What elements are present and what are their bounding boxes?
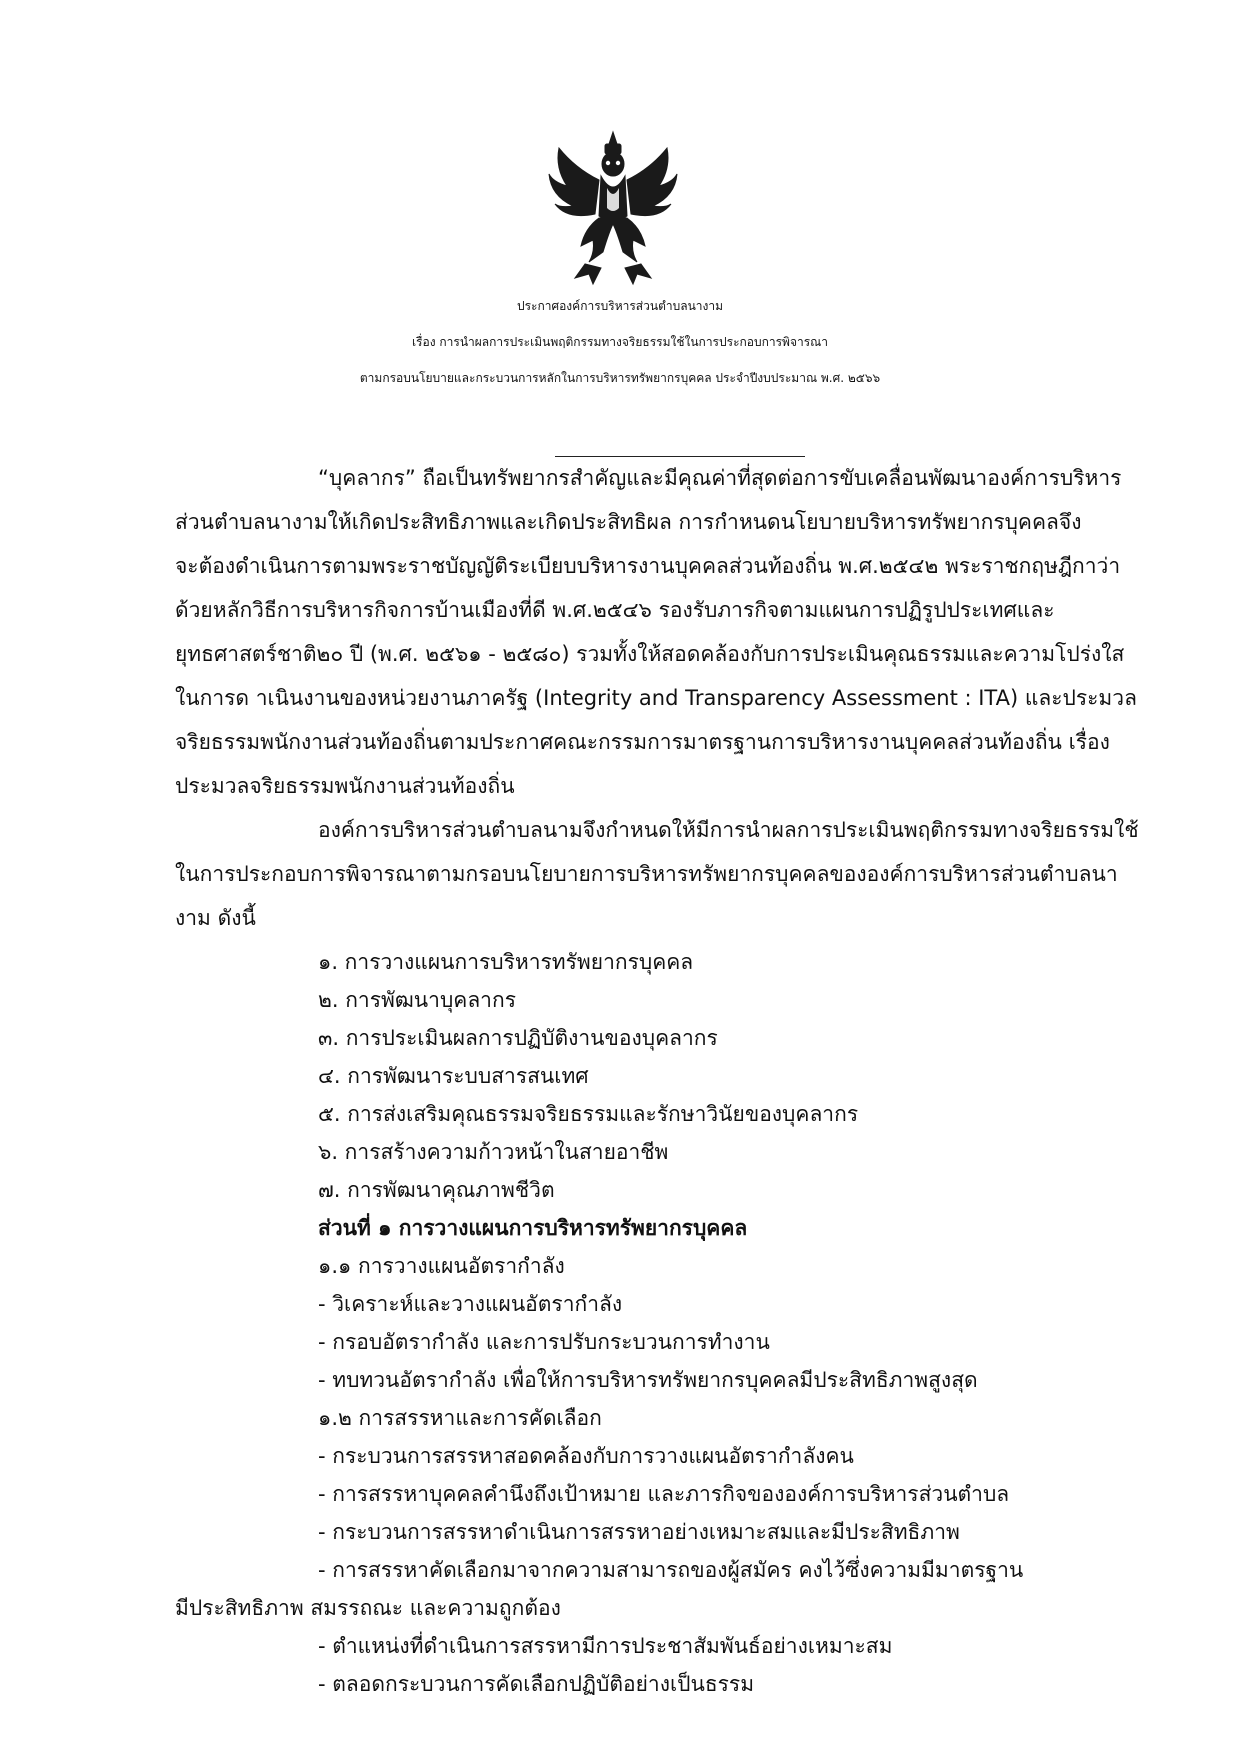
subsection-1-2-item: - ตำแหน่งที่ดำเนินการสรรหามีการประชาสัมพันธ์อย่างเหมาะสม bbox=[318, 1634, 893, 1658]
subsection-1-1-item: - วิเคราะห์และวางแผนอัตรากำลัง bbox=[318, 1292, 623, 1316]
announcement-subject: เรื่อง การนำผลการประเมินพฤติกรรมทางจริยธรรมใช้ในการประกอบการพิจารณา bbox=[411, 335, 829, 349]
policy-item: ๔. การพัฒนาระบบสารสนเทศ bbox=[318, 1064, 589, 1088]
paragraph2-line: งาม ดังนี้ bbox=[175, 906, 256, 930]
subsection-1-1-item: - กรอบอัตรากำลัง และการปรับกระบวนการทำงาน bbox=[318, 1330, 770, 1354]
paragraph1-line: ยุทธศาสตร์ชาติ๒๐ ปี (พ.ศ. ๒๕๖๑ - ๒๕๘๐) รวมทั้งให้สอดคล้องกับการประเมินคุณธรรมและความโปร่งใส bbox=[175, 642, 1125, 666]
subsection-1-1-item: - ทบทวนอัตรากำลัง เพื่อให้การบริหารทรัพยากรบุคคลมีประสิทธิภาพสูงสุด bbox=[318, 1368, 978, 1392]
subsection-1-2-item: - การสรรหาคัดเลือกมาจากความสามารถของผู้สมัคร คงไว้ซึ่งความมีมาตรฐาน bbox=[318, 1558, 1024, 1582]
announcement-subject-continued: ตามกรอบนโยบายและกระบวนการหลักในการบริหารทรัพยากรบุคคล ประจำปีงบประมาณ พ.ศ. ๒๕๖๖ bbox=[359, 371, 881, 385]
paragraph2-line: องค์การบริหารส่วนตำบลนามจึงกำหนดให้มีการนำผลการประเมินพฤติกรรมทางจริยธรรมใช้ bbox=[318, 818, 1139, 842]
paragraph1-line: จะต้องดำเนินการตามพระราชบัญญัติระเบียบบริหารงานบุคคลส่วนท้องถิ่น พ.ศ.๒๕๔๒ พระราชกฤษฎีกาว่า bbox=[175, 554, 1121, 578]
policy-item: ๑. การวางแผนการบริหารทรัพยากรบุคคล bbox=[318, 950, 694, 974]
subsection-1-2-item: - กระบวนการสรรหาสอดคล้องกับการวางแผนอัตรากำลังคน bbox=[318, 1444, 854, 1468]
subsection-1-2-item: - ตลอดกระบวนการคัดเลือกปฏิบัติอย่างเป็นธรรม bbox=[318, 1672, 755, 1696]
section1-heading: ส่วนที่ ๑ การวางแผนการบริหารทรัพยากรบุคคล bbox=[318, 1216, 748, 1240]
subsection-1-2-item: - กระบวนการสรรหาดำเนินการสรรหาอย่างเหมาะสมและมีประสิทธิภาพ bbox=[318, 1520, 960, 1544]
policy-item: ๖. การสร้างความก้าวหน้าในสายอาชีพ bbox=[318, 1140, 669, 1164]
policy-item: ๒. การพัฒนาบุคลากร bbox=[318, 988, 516, 1012]
subsection-1-2-item: - การสรรหาบุคคลคำนึงถึงเป้าหมาย และภารกิจขององค์การบริหารส่วนตำบล bbox=[318, 1482, 1010, 1506]
paragraph1-line: ในการด าเนินงานของหน่วยงานภาครัฐ (Integrity and Transparency Assessment : ITA) และประมวล bbox=[175, 686, 1137, 710]
paragraph1-line: ส่วนตำบลนางามให้เกิดประสิทธิภาพและเกิดประสิทธิผล การกำหนดนโยบายบริหารทรัพยากรบุคคลจึง bbox=[175, 510, 1082, 534]
subsection-1-1-heading: ๑.๑ การวางแผนอัตรากำลัง bbox=[318, 1254, 565, 1278]
subsection-1-2-item-continuation: มีประสิทธิภาพ สมรรถณะ และความถูกต้อง bbox=[175, 1596, 561, 1620]
policy-item: ๕. การส่งเสริมคุณธรรมจริยธรรมและรักษาวินัยของบุคลากร bbox=[318, 1102, 859, 1126]
garuda-emblem-icon bbox=[545, 128, 681, 288]
paragraph1-line: จริยธรรมพนักงานส่วนท้องถิ่นตามประกาศคณะกรรมการมาตรฐานการบริหารงานบุคคลส่วนท้องถิ่น เรื่อง bbox=[175, 730, 1110, 754]
paragraph1-line: ด้วยหลักวิธีการบริหารกิจการบ้านเมืองที่ดี พ.ศ.๒๕๔๖ รองรับภารกิจตามแผนการปฏิรูปประเทศและ bbox=[175, 598, 1055, 622]
subsection-1-2-heading: ๑.๒ การสรรหาและการคัดเลือก bbox=[318, 1406, 602, 1430]
paragraph2-line: ในการประกอบการพิจารณาตามกรอบนโยบายการบริหารทรัพยากรบุคคลขององค์การบริหารส่วนตำบลนา bbox=[175, 862, 1118, 886]
policy-item: ๓. การประเมินผลการปฏิบัติงานของบุคลากร bbox=[318, 1026, 718, 1050]
heading-divider bbox=[555, 456, 805, 457]
paragraph1-line: “บุคลากร” ถือเป็นทรัพยากรสำคัญและมีคุณค่าที่สุดต่อการขับเคลื่อนพัฒนาองค์การบริหาร bbox=[318, 466, 1122, 490]
policy-item: ๗. การพัฒนาคุณภาพชีวิต bbox=[318, 1178, 555, 1202]
announcement-title: ประกาศองค์การบริหารส่วนตำบลนางาม bbox=[516, 299, 724, 313]
paragraph1-line: ประมวลจริยธรรมพนักงานส่วนท้องถิ่น bbox=[175, 774, 515, 798]
